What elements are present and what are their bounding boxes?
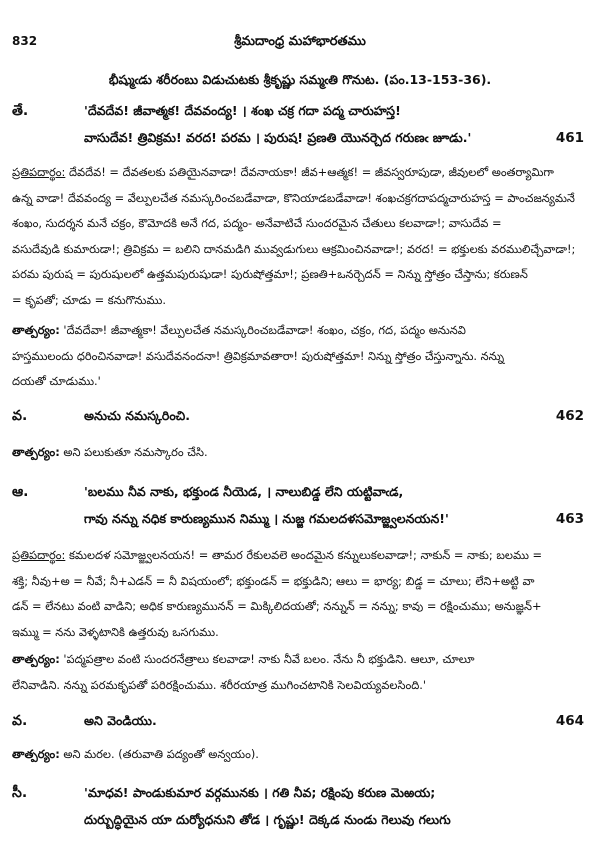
word-meaning-paragraph [12, 543, 586, 645]
page-header [12, 34, 588, 54]
text-line: ఉన్న వాడా! దేవవంద్య = వేల్పులచేత నమస్కరించబడేవాడా, కొనియాడబడేవాడా! శంఖచక్రగదాపద్మచారుహస్త = పాంచజన్యమనే [12, 190, 575, 205]
verse-line: గావు నన్ను నధిక కారుణ్యమున నిమ్ము । నుజ్జ గమలదళసమోజ్జ్వలనయన!' [84, 511, 449, 526]
meaning-paragraph [12, 440, 586, 466]
verse-line: 'మాధవ! పాండుకుమార వర్గమునకు । గతి నీవ; రక్షింపు కరుణ మెఱయ; [84, 785, 436, 800]
verse-number: 464 [555, 713, 584, 729]
text-line: అని పలుకుతూ నమస్కారం చేసి. [63, 445, 208, 459]
meaning-label: తాత్పర్యం: [12, 747, 60, 761]
verse-line: అనుచు నమస్కరించి. [84, 408, 190, 423]
verse-number: 462 [555, 408, 584, 424]
verse-meter-label: తే. [12, 103, 29, 119]
meaning-paragraph [12, 647, 586, 698]
word-meaning-label: ప్రతిపదార్థం: [12, 548, 66, 562]
verse-462 [12, 408, 588, 428]
text-line: 'పద్మపత్రాల వంటి సుందరనేత్రాలు కలవాడా! నాకు నీవే బలం. నేను నీ భక్తుడిని. ఆలూ, చూలూ [63, 652, 475, 666]
verse-line: దుర్బుద్ధియైన యా దుర్యోధనుని తోడ । గృష్ణు! దెక్కడ నుండు గెలువు గలుగు [84, 812, 451, 827]
verse-line: 'బలము నీవ నాకు, భక్తుండ నీయెడ, । నాలుబిడ్డ లేని యట్టివాఁడ, [84, 484, 404, 499]
verse-463 [12, 484, 588, 540]
text-line: కమలదళ సమోజ్జ్వలనయన! = తామర రేకులవలె అందమైన కన్నులుకలవాడా!; నాకున్ = నాకు; బలము = [68, 548, 543, 562]
verse-461 [12, 103, 588, 159]
word-meaning-paragraph [12, 160, 586, 313]
text-line: అని మరల. (తరువాతి పద్యంతో అన్వయం). [63, 747, 259, 761]
text-line: హస్తములందు ధరించినవాడా! వసుదేవనందనా! త్రివిక్రమావతారా! పురుషోత్తమా! నిన్ను స్తోత్రం చేస్తున్నాను. నన్ను [12, 348, 505, 363]
meaning-paragraph [12, 318, 586, 395]
verse-465 [12, 785, 588, 841]
verse-line: అని వెండియు. [84, 713, 157, 728]
text-line: డన్ = లేనటు వంటి వాడిని; అధిక కారుణ్యమునన్ = మిక్కిలిదయతో; నన్నున్ = నన్ను; కావు = రక్షించుము; అనుజ్ఞన్+ [12, 599, 542, 613]
text-line: 'దేవదేవా! జీవాత్మకా! వేల్పులచేత నమస్కరించబడేవాడా! శంఖం, చక్రం, గద, పద్మం అనునవి [63, 323, 466, 337]
verse-meter-label: వ. [12, 713, 28, 729]
verse-meter-label: వ. [12, 408, 28, 424]
verse-meter-label: సీ. [12, 785, 28, 801]
text-line: వసుదేవుడి కుమారుడా!; త్రివిక్రమ = బలిని దానమడిగి మువ్వడుగులు ఆక్రమించినవాడా!; వరద! = భక్తులకు వరములిచ్చేవాడా!; [12, 241, 576, 256]
text-line: శంఖం, సుదర్శన మనే చక్రం, కౌమోదకి అనే గద, పద్మం- అనేవాటిచే సుందరమైన చేతులు కలవాడా!; వాసుదేవ = [12, 216, 502, 230]
meaning-label: తాత్పర్యం: [12, 323, 60, 337]
text-line: దయతో చూడుము.' [12, 374, 101, 388]
text-line: దేవదేవ! = దేవతలకు పతియైనవాడా! దేవనాయకా! జీవ+ఆత్మక! = జీవస్వరూపుడా, జీవులలో అంతర్యామిగా [68, 165, 554, 179]
text-line: = కృపతో; చూడు = కనుగొనుము. [12, 292, 166, 307]
verse-line: 'దేవదేవ! జీవాత్మక! దేవవంద్య! । శంఖ చక్ర గదా పద్మ చారుహస్త! [84, 103, 401, 118]
text-line: లేనివాడిని. నన్ను పరమకృపతో పరిరక్షించుము. శరీరయాత్ర ముగించటానికి సెలవియ్యవలసింది.' [12, 677, 427, 692]
verse-number: 461 [555, 130, 584, 146]
verse-number: 463 [555, 511, 584, 527]
word-meaning-label: ప్రతిపదార్థం: [12, 165, 66, 179]
verse-464 [12, 713, 588, 733]
verse-meter-label: ఆ. [12, 484, 29, 500]
page-number: 832 [12, 34, 38, 48]
section-heading: భీష్ముఁడు శరీరంబు విడుచుటకు శ్రీకృష్ణు సమ్మఁతి గొనుట. (పం.13-153-36). [108, 72, 492, 87]
meaning-label: తాత్పర్యం: [12, 445, 60, 459]
text-line: శక్తి; నీవు+అ = నీవే; నీ+ఎడన్ = నీ విషయంలో; భక్తుండన్ = భక్తుడిని; ఆలు = భార్య; బిడ్డ = చూలు; లేని+అట్టి వా [12, 573, 535, 588]
book-title: శ్రీమదాంధ్ర మహాభారతము [234, 34, 366, 49]
text-line: ఇమ్ము = నను వెళ్ళటానికి ఉత్తరువు ఒసగుము. [12, 624, 219, 639]
verse-line: వాసుదేవ! త్రివిక్రమ! వరద! పరమ । పురుష! ప్రణతి యొనర్చెద గరుణఁ జూడు.' [84, 130, 472, 145]
text-line: పరమ పురుష = పురుషులలో ఉత్తమపురుషుడా! పురుషోత్తమా!; ప్రణతి+ఒనర్చెదన్ = నిన్ను స్తోత్రం చేస్తాను; కరుణన్ [12, 267, 528, 281]
meaning-label: తాత్పర్యం: [12, 652, 60, 666]
meaning-paragraph [12, 742, 586, 768]
